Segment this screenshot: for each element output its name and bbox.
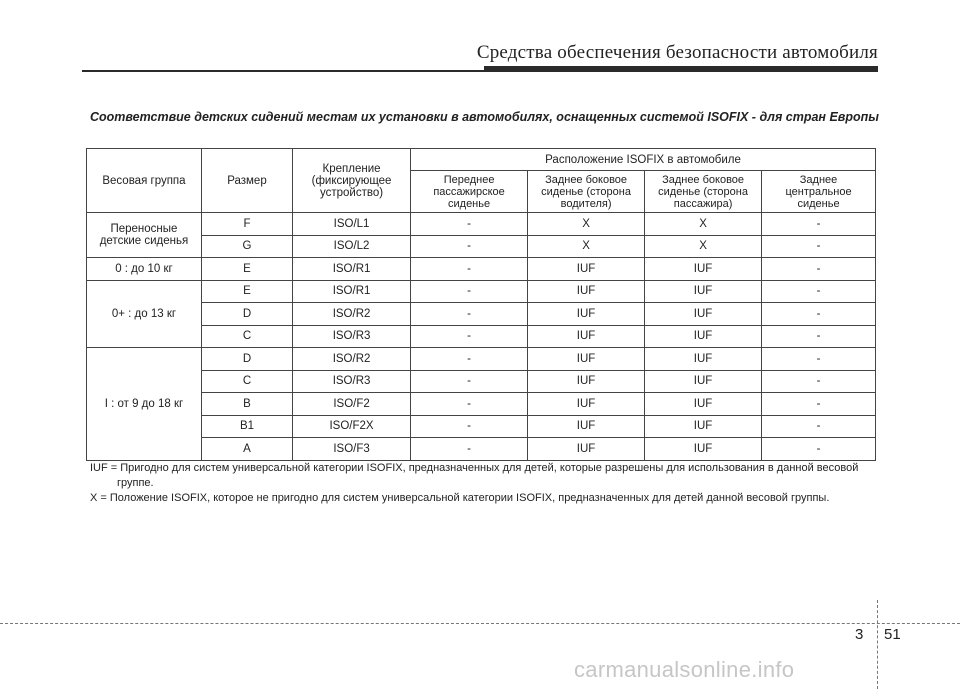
header-rear-center: Заднее центральное сиденье [762, 171, 876, 213]
weight-group-label: 0+ : до 13 кг [87, 280, 202, 348]
cell-rear-side-passenger: IUF [645, 370, 762, 393]
header-fixture: Крепление (фиксирующее устройство) [293, 149, 411, 213]
cell-fixture: ISO/F3 [293, 438, 411, 461]
cell-fixture: ISO/R1 [293, 258, 411, 281]
cell-fixture: ISO/L1 [293, 213, 411, 236]
header-rear-side-passenger: Заднее боковое сиденье (сторона пассажира) [645, 171, 762, 213]
cell-rear-center: - [762, 303, 876, 326]
cell-rear-center: - [762, 438, 876, 461]
section-title: Соответствие детских сидений местам их установки в автомобилях, оснащенных системой ISOFIX - для стран Европы [90, 110, 879, 124]
cell-size-class: A [201, 438, 292, 461]
cell-rear-side-passenger: IUF [645, 303, 762, 326]
cell-rear-center: - [762, 280, 876, 303]
table-row [87, 325, 876, 348]
cell-front-passenger: - [411, 348, 528, 371]
footnote-iuf: IUF = Пригодно для систем универсальной категории ISOFIX, предназначенных для детей, которые разрешены для использования в данной весовой группе. [90, 462, 859, 489]
cell-rear-side-driver: IUF [528, 303, 645, 326]
cell-front-passenger: - [411, 303, 528, 326]
header-rule-thin [82, 70, 484, 72]
cell-fixture: ISO/R2 [293, 348, 411, 371]
cell-rear-side-passenger: IUF [645, 415, 762, 438]
cell-rear-center: - [762, 213, 876, 236]
cell-fixture: ISO/R1 [293, 280, 411, 303]
watermark: carmanualsonline.info [574, 657, 795, 682]
header-isofix-location: Расположение ISOFIX в автомобиле [411, 149, 876, 171]
cell-front-passenger: - [411, 235, 528, 258]
footer-vertical-line [877, 600, 878, 689]
cell-rear-side-passenger: X [645, 213, 762, 236]
header-rule-thick [484, 66, 878, 72]
table-row [87, 415, 876, 438]
cell-rear-side-passenger: IUF [645, 258, 762, 281]
cell-rear-side-driver: IUF [528, 370, 645, 393]
cell-fixture: ISO/F2 [293, 393, 411, 416]
cell-size-class: E [201, 280, 292, 303]
footer-dashed-line [0, 623, 960, 624]
weight-group-label: Переносные детские сиденья [87, 213, 202, 258]
cell-rear-side-driver: IUF [528, 438, 645, 461]
header-size: Размер [201, 149, 292, 213]
table-body [87, 213, 876, 461]
table-row [87, 370, 876, 393]
cell-rear-side-driver: X [528, 213, 645, 236]
page-number: 51 [884, 626, 901, 643]
cell-rear-side-driver: X [528, 235, 645, 258]
cell-size-class: F [201, 213, 292, 236]
table-row [87, 393, 876, 416]
header-weight-group: Весовая группа [87, 149, 202, 213]
table-row [87, 213, 876, 236]
cell-rear-side-driver: IUF [528, 258, 645, 281]
cell-size-class: D [201, 303, 292, 326]
cell-rear-center: - [762, 258, 876, 281]
cell-size-class: D [201, 348, 292, 371]
cell-rear-center: - [762, 325, 876, 348]
cell-rear-side-driver: IUF [528, 348, 645, 371]
cell-rear-side-passenger: IUF [645, 348, 762, 371]
cell-rear-side-passenger: IUF [645, 280, 762, 303]
cell-size-class: E [201, 258, 292, 281]
cell-front-passenger: - [411, 415, 528, 438]
header-rear-side-driver: Заднее боковое сиденье (сторона водителя) [528, 171, 645, 213]
cell-rear-side-passenger: IUF [645, 325, 762, 348]
cell-size-class: C [201, 325, 292, 348]
cell-fixture: ISO/R3 [293, 370, 411, 393]
footnote-x: X = Положение ISOFIX, которое не пригодно для систем универсальной категории ISOFIX, предназначенных для детей данной весовой группы. [90, 492, 830, 504]
table-row [87, 258, 876, 281]
cell-rear-center: - [762, 370, 876, 393]
chapter-number: 3 [855, 626, 864, 643]
cell-front-passenger: - [411, 393, 528, 416]
cell-front-passenger: - [411, 325, 528, 348]
cell-front-passenger: - [411, 280, 528, 303]
cell-size-class: C [201, 370, 292, 393]
cell-rear-side-driver: IUF [528, 280, 645, 303]
table-row [87, 235, 876, 258]
cell-size-class: G [201, 235, 292, 258]
cell-rear-side-passenger: X [645, 235, 762, 258]
cell-rear-side-driver: IUF [528, 393, 645, 416]
cell-rear-side-driver: IUF [528, 325, 645, 348]
cell-rear-center: - [762, 415, 876, 438]
header-front-passenger: Переднее пассажирское сиденье [411, 171, 528, 213]
weight-group-label: 0 : до 10 кг [87, 258, 202, 281]
table-row [87, 438, 876, 461]
cell-fixture: ISO/L2 [293, 235, 411, 258]
table-row [87, 303, 876, 326]
cell-front-passenger: - [411, 438, 528, 461]
cell-fixture: ISO/R3 [293, 325, 411, 348]
cell-fixture: ISO/R2 [293, 303, 411, 326]
table-row [87, 348, 876, 371]
weight-group-label: I : от 9 до 18 кг [87, 348, 202, 461]
cell-front-passenger: - [411, 370, 528, 393]
cell-size-class: B1 [201, 415, 292, 438]
cell-rear-center: - [762, 235, 876, 258]
cell-rear-side-passenger: IUF [645, 393, 762, 416]
isofix-compatibility-table [86, 148, 876, 461]
cell-fixture: ISO/F2X [293, 415, 411, 438]
cell-size-class: B [201, 393, 292, 416]
cell-rear-center: - [762, 348, 876, 371]
cell-rear-side-driver: IUF [528, 415, 645, 438]
cell-rear-center: - [762, 393, 876, 416]
cell-front-passenger: - [411, 258, 528, 281]
page-header-title: Средства обеспечения безопасности автомобиля [476, 42, 878, 63]
table-row [87, 280, 876, 303]
footnotes [90, 461, 880, 506]
cell-rear-side-passenger: IUF [645, 438, 762, 461]
cell-front-passenger: - [411, 213, 528, 236]
